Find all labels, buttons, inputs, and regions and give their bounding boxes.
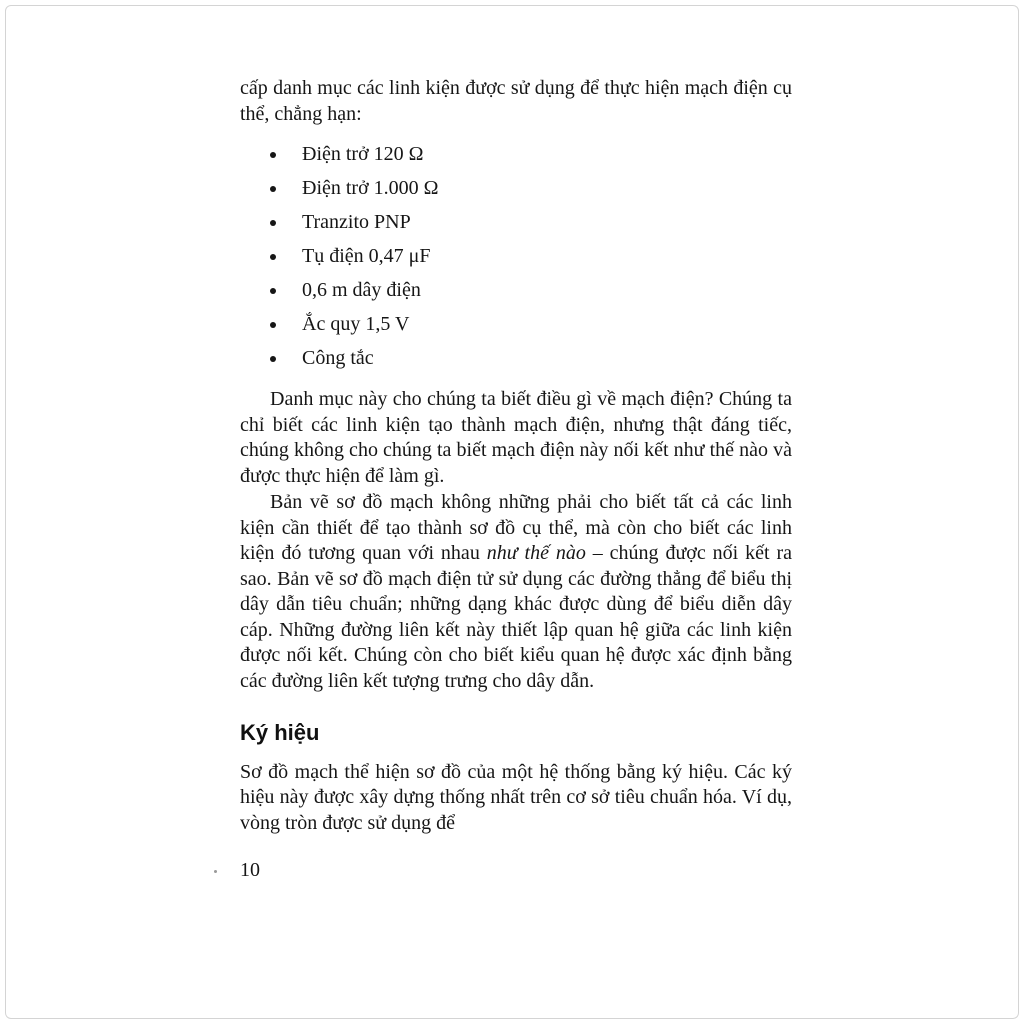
list-item	[240, 341, 792, 375]
bullet-icon	[270, 288, 276, 294]
list-item	[240, 171, 792, 205]
list-item-text: Ắc quy 1,5 V	[302, 313, 410, 335]
bullet-icon	[270, 254, 276, 260]
bullet-icon	[270, 356, 276, 362]
list-item	[240, 307, 792, 341]
bullet-icon	[270, 220, 276, 226]
section-heading: Ký hiệu	[240, 720, 320, 745]
paragraph-text: Sơ đồ mạch thể hiện sơ đồ của một hệ thống bằng ký hiệu. Các ký hiệu này được xây dựng thống nhất trên cơ sở tiêu chuẩn hóa. Ví dụ, vòng tròn được sử dụng để	[240, 760, 792, 834]
paragraph-intro	[240, 76, 792, 127]
list-item	[240, 205, 792, 239]
list-item-text: Công tắc	[302, 347, 374, 369]
list-item-text: Điện trở 1.000 Ω	[302, 177, 439, 199]
list-item	[240, 137, 792, 171]
paragraph-text: – chúng được nối kết ra sao. Bản vẽ sơ đồ mạch điện tử sử dụng các đường thẳng để biểu thị dây dẫn tiêu chuẩn; những dạng khác được dùng để biểu diễn dây cáp. Những đường liên kết này thiết lập quan hệ giữa các linh kiện được nối kết. Chúng còn cho biết kiểu quan hệ được xác định bằng các đường liên kết tượng trưng cho dây dẫn.	[240, 542, 792, 692]
paragraph-list-question	[240, 387, 792, 489]
list-item-text: Điện trở 120 Ω	[302, 143, 424, 165]
paragraph-intro-text: cấp danh mục các linh kiện được sử dụng để thực hiện mạch điện cụ thể, chẳng hạn:	[240, 77, 792, 125]
paragraph-symbols	[240, 760, 792, 837]
book-page-content	[240, 76, 792, 884]
paragraph-text: Danh mục này cho chúng ta biết điều gì về mạch điện? Chúng ta chỉ biết các linh kiện tạo thành mạch điện, nhưng thật đáng tiếc, chúng không cho chúng ta biết mạch điện này nối kết như thế nào và được thực hiện để làm gì.	[240, 388, 792, 487]
paragraph-schematic	[240, 490, 792, 694]
list-item-text: Tụ điện 0,47 μF	[302, 245, 431, 267]
list-item	[240, 239, 792, 273]
bullet-icon	[270, 322, 276, 328]
page-number: 10	[240, 859, 260, 881]
page-footer	[240, 858, 792, 884]
component-list	[240, 137, 792, 375]
scan-artifact-dot	[214, 870, 217, 873]
list-item	[240, 273, 792, 307]
list-item-text: Tranzito PNP	[302, 211, 411, 233]
list-item-text: 0,6 m dây điện	[302, 279, 421, 301]
italic-phrase: như thế nào	[486, 542, 586, 564]
bullet-icon	[270, 152, 276, 158]
bullet-icon	[270, 186, 276, 192]
paragraph-text: Bản vẽ sơ đồ mạch không những phải cho biết tất cả các linh kiện cần thiết để tạo thành sơ đồ cụ thể, mà còn cho biết các linh kiện đó tương quan với nhau	[240, 491, 792, 564]
